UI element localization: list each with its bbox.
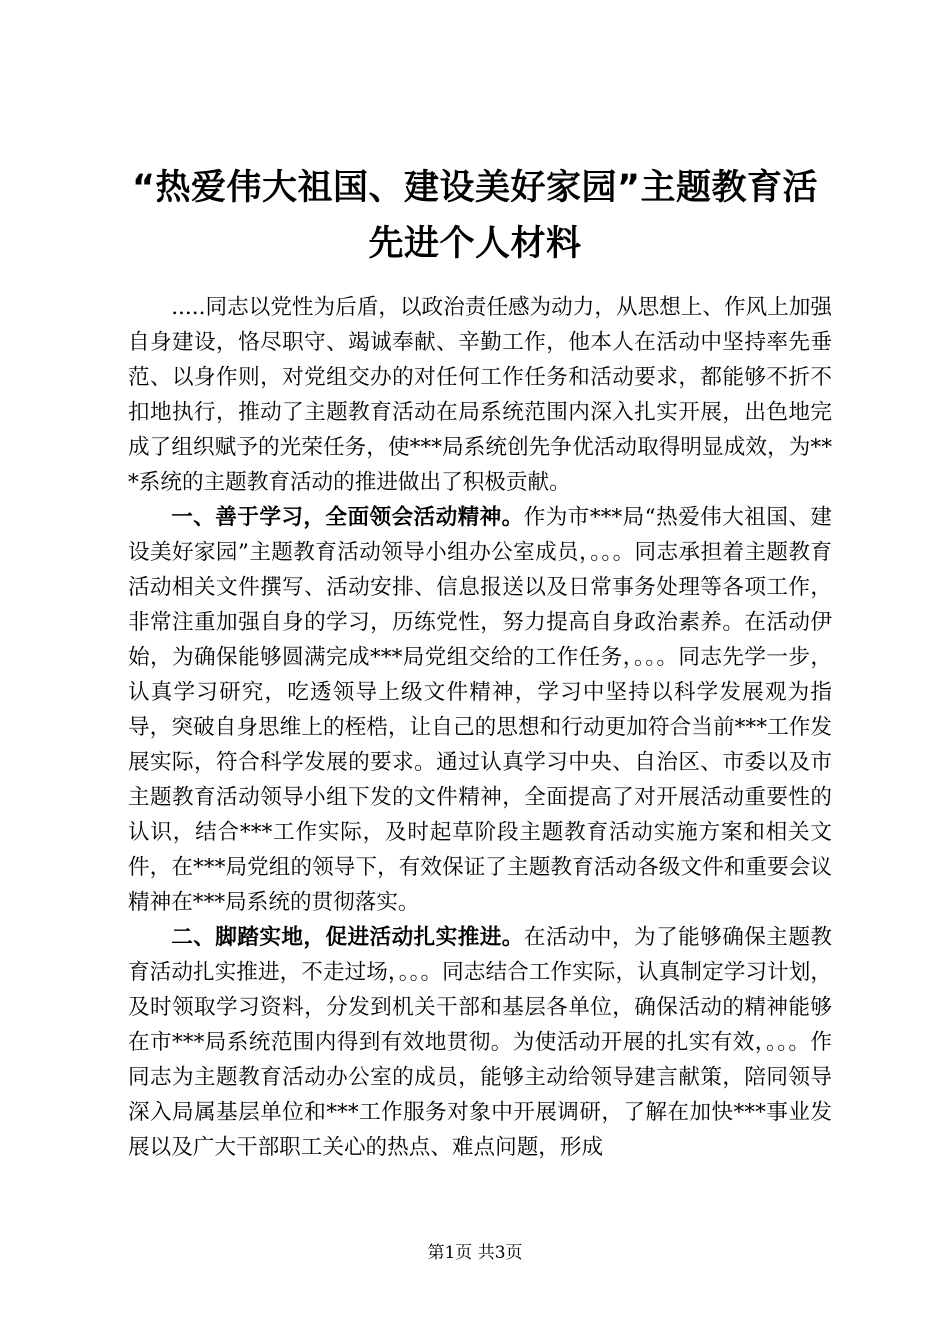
section-2-heading: 二、脚踏实地，促进活动扎实推进。 bbox=[171, 925, 524, 950]
section-2-paragraph bbox=[128, 920, 832, 1165]
section-1-paragraph bbox=[128, 500, 832, 920]
section-1-body: 作为市***局“热爱伟大祖国、建设美好家园”主题教育活动领导小组办公室成员，。。。同志承担着主题教育活动相关文件撰写、活动安排、信息报送以及日常事务处理等各项工作，非常注重加强自身的学习，历练党性，努力提高自身政治素养。在活动伊始，为确保能够圆满完成***局党组交给的工作任务，。。。同志先学一步，认真学习研究，吃透领导上级文件精神，学习中坚持以科学发展观为指导，突破自身思维上的桎梏，让自己的思想和行动更加符合当前***工作发展实际，符合科学发展的要求。通过认真学习中央、自治区、市委以及市主题教育活动领导小组下发的文件精神，全面提高了对开展活动重要性的认识，结合***工作实际，及时起草阶段主题教育活动实施方案和相关文件，在***局党组的领导下，有效保证了主题教育活动各级文件和重要会议精神在***局系统的贯彻落实。 bbox=[128, 505, 832, 915]
intro-paragraph: .....同志以党性为后盾，以政治责任感为动力，从思想上、作风上加强自身建设，恪尽职守、竭诚奉献、辛勤工作，他本人在活动中坚持率先垂范、以身作则，对党组交办的对任何工作任务和活动要求，都能够不折不扣地执行，推动了主题教育活动在局系统范围内深入扎实开展，出色地完成了组织赋予的光荣任务，使***局系统创先争优活动取得明显成效，为***系统的主题教育活动的推进做出了积极贡献。 bbox=[128, 295, 832, 495]
document-body bbox=[128, 290, 832, 1165]
section-1-heading: 一、善于学习，全面领会活动精神。 bbox=[171, 505, 524, 530]
page-number-footer: 第1页 共3页 bbox=[427, 1243, 523, 1263]
section-2-body: 在活动中，为了能够确保主题教育活动扎实推进，不走过场，。。。同志结合工作实际，认真制定学习计划，及时领取学习资料，分发到机关干部和基层各单位，确保活动的精神能够在市***局系统范围内得到有效地贯彻。为使活动开展的扎实有效，。。。作同志为主题教育活动办公室的成员，能够主动给领导建言献策，陪同领导深入局属基层单位和***工作服务对象中开展调研，了解在加快***事业发展以及广大干部职工关心的热点、难点问题，形成 bbox=[128, 925, 832, 1160]
document-title-line-1: “热爱伟大祖国、建设美好家园”主题教育活 bbox=[131, 168, 818, 208]
document-title-line-2: 先进个人材料 bbox=[368, 224, 582, 264]
